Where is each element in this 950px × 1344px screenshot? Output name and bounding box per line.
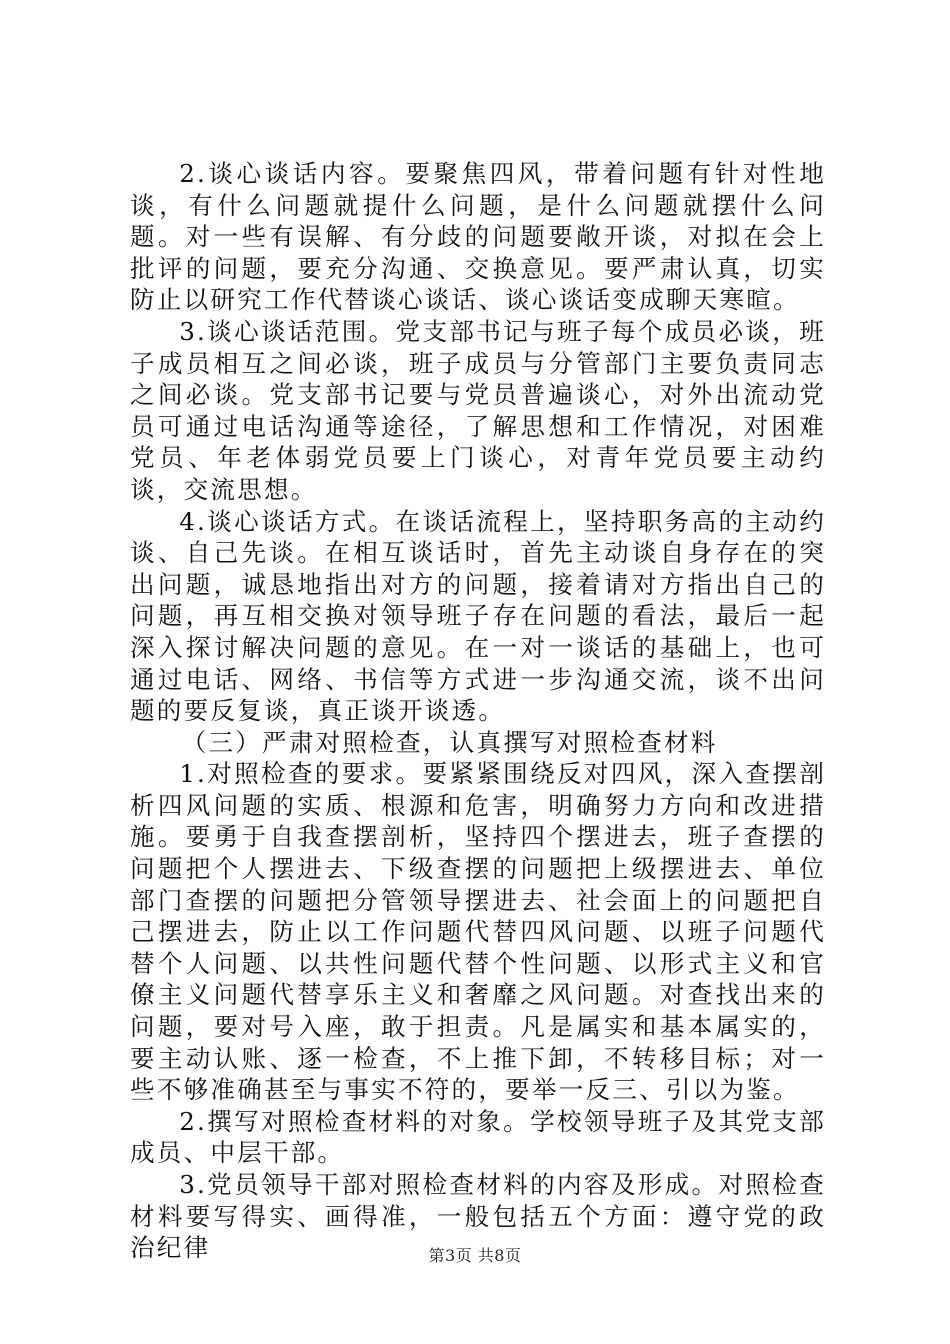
paragraph-check-content: 3.党员领导干部对照检查材料的内容及形成。对照检查材料要写得实、画得准，一般包括五个方面：遵守党的政治纪律 bbox=[130, 1170, 826, 1263]
paragraph-talk-scope: 3.谈心谈话范围。党支部书记与班子每个成员必谈，班子成员相互之间必谈，班子成员与分管部门主要负责同志之间必谈。党支部书记要与党员普遍谈心，对外出流动党员可通过电话沟通等途径，了解思想和工作情况，对困难党员、年老体弱党员要上门谈心，对青年党员要主动约谈，交流思想。 bbox=[130, 316, 826, 504]
paragraph-talk-method: 4.谈心谈话方式。在谈话流程上，坚持职务高的主动约谈、自己先谈。在相互谈话时，首先主动谈自身存在的突出问题，诚恳地指出对方的问题，接着请对方指出自己的问题，再互相交换对领导班子存在问题的看法，最后一起深入探讨解决问题的意见。在一对一谈话的基础上，也可通过电话、网络、书信等方式进一步沟通交流，谈不出问题的要反复谈，真正谈开谈透。 bbox=[130, 506, 826, 726]
paragraph-talk-content: 2.谈心谈话内容。要聚焦四风，带着问题有针对性地谈，有什么问题就提什么问题，是什么问题就摆什么问题。对一些有误解、有分歧的问题要敞开谈，对拟在会上批评的问题，要充分沟通、交换意见。要严肃认真，切实防止以研究工作代替谈心谈话、谈心谈话变成聊天寒暄。 bbox=[130, 159, 826, 315]
paragraph-check-targets: 2.撰写对照检查材料的对象。学校领导班子及其党支部成员、中层干部。 bbox=[130, 1106, 826, 1168]
paragraph-check-requirements: 1.对照检查的要求。要紧紧围绕反对四风，深入查摆剖析四风问题的实质、根源和危害，明确努力方向和改进措施。要勇于自我查摆剖析，坚持四个摆进去，班子查摆的问题把个人摆进去、下级查摆的问题把上级摆进去、单位部门查摆的问题把分管领导摆进去、社会面上的问题把自己摆进去，防止以工作问题代替四风问题、以班子问题代替个人问题、以共性问题代替个性问题、以形式主义和官僚主义问题代替享乐主义和奢靡之风问题。对查找出来的问题，要对号入座，敢于担责。凡是属实和基本属实的，要主动认账、逐一检查，不上推下卸，不转移目标；对一些不够准确甚至与事实不符的，要举一反三、引以为鉴。 bbox=[130, 759, 826, 1105]
document-body bbox=[130, 158, 826, 1264]
section-heading: （三）严肃对照检查，认真撰写对照检查材料 bbox=[181, 727, 718, 757]
page-number-footer: 第3页 共8页 bbox=[428, 1246, 522, 1265]
